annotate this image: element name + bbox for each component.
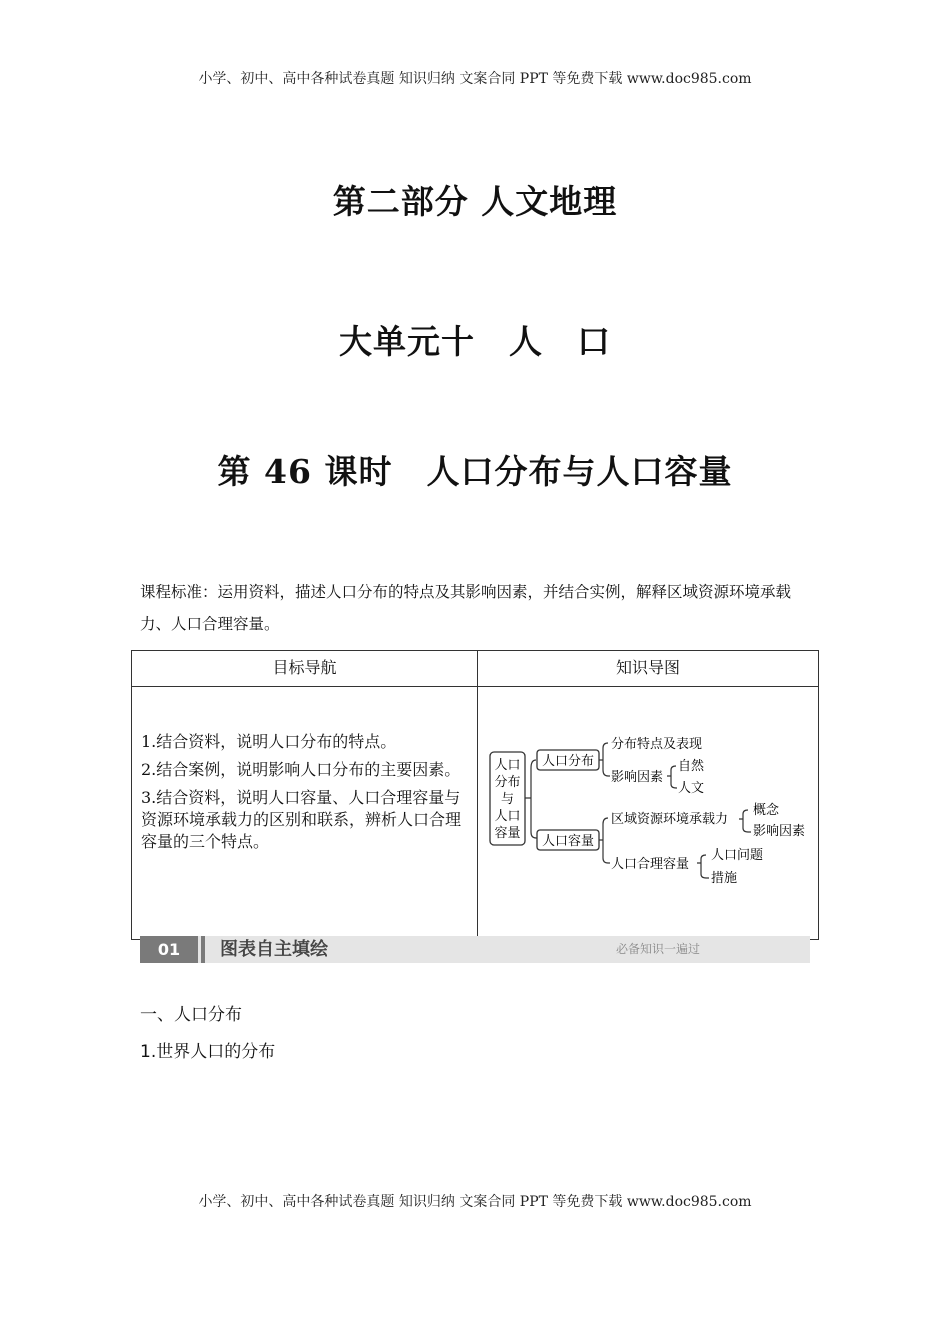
goal-item: 2.结合案例，说明影响人口分布的主要因素。 (141, 760, 461, 779)
objectives-table (131, 650, 819, 940)
mindmap-item: 影响因素 (753, 824, 806, 839)
knowledge-mindmap (479, 688, 817, 938)
branch-text: 人口容量 (541, 834, 595, 849)
mindmap-item: 区域资源环境承载力 (611, 812, 729, 827)
section-heading: 一、人口分布 (140, 1005, 242, 1025)
mindmap-item: 分布特点及表现 (611, 737, 703, 752)
root-text: 与 (500, 792, 515, 807)
banner-number: 01 (140, 936, 198, 963)
page-footer: 小学、初中、高中各种试卷真题 知识归纳 文案合同 PPT 等免费下载 www.doc985.com (198, 1194, 752, 1210)
root-text: 人口 (494, 809, 521, 824)
mindmap-item: 自然 (678, 759, 705, 774)
page-header: 小学、初中、高中各种试卷真题 知识归纳 文案合同 PPT 等免费下载 www.doc985.com (198, 71, 752, 87)
course-standard: 课程标准：运用资料，描述人口分布的特点及其影响因素，并结合实例，解释区域资源环境承载力、人口合理容量。 (140, 583, 792, 633)
banner-right-text: 必备知识一遍过 (616, 942, 701, 956)
banner-label: 图表自主填绘 (220, 939, 328, 960)
section-banner (140, 936, 810, 963)
goal-item: 1.结合资料，说明人口分布的特点。 (141, 732, 397, 751)
mindmap-cell (478, 687, 819, 940)
part-title: 第二部分 人文地理 (332, 182, 618, 221)
goals-cell (132, 687, 478, 940)
mindmap-item: 概念 (753, 803, 780, 818)
mindmap-item: 人口合理容量 (611, 857, 690, 872)
mindmap-header: 知识导图 (478, 651, 819, 687)
lesson-title: 第 46 课时 人口分布与人口容量 (217, 452, 733, 491)
mindmap-item: 人口问题 (711, 848, 764, 863)
root-text: 容量 (494, 826, 521, 841)
root-text: 人口 (494, 758, 521, 773)
mindmap-item: 人文 (678, 781, 705, 796)
goals-header: 目标导航 (132, 651, 478, 687)
mindmap-item: 措施 (711, 871, 738, 886)
banner-divider (201, 936, 205, 963)
goal-item: 3.结合资料，说明人口容量、人口合理容量与资源环境承载力的区别和联系，辨析人口合理容量的三个特点。 (141, 788, 462, 851)
branch-text: 人口分布 (541, 754, 595, 769)
unit-title: 大单元十 人 口 (339, 322, 611, 361)
subsection-heading: 1.世界人口的分布 (140, 1042, 276, 1062)
root-text: 分布 (494, 775, 521, 790)
mindmap-item: 影响因素 (611, 770, 664, 785)
